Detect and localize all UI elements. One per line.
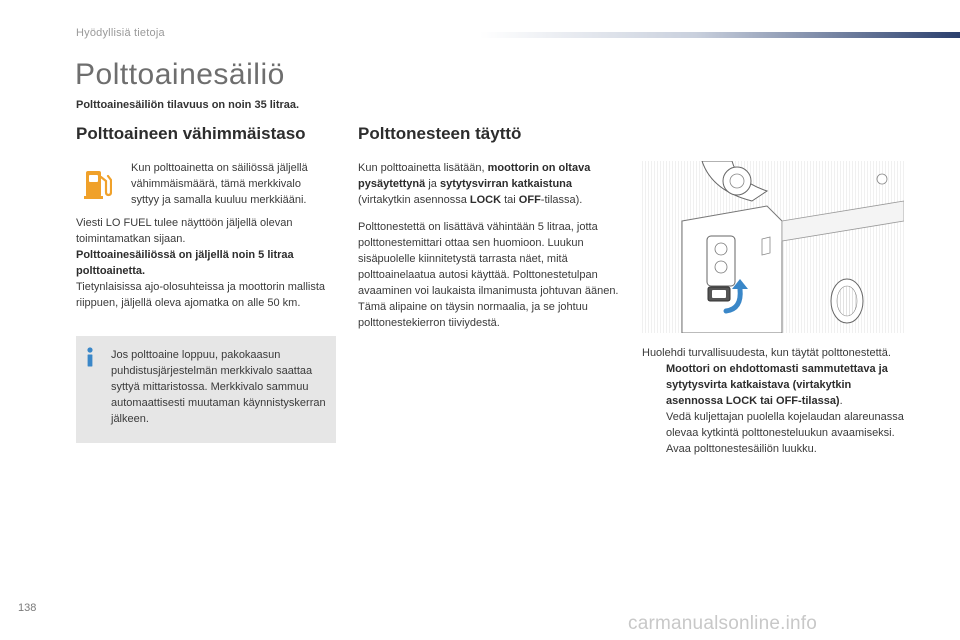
step-3-text: Avaa polttonestesäiliön luukku. [666, 443, 817, 455]
intro-text-4: tai [501, 194, 519, 206]
header-gradient-bar [480, 32, 960, 38]
list-item [642, 441, 904, 457]
section-label: Hyödyllisiä tietoja [76, 27, 165, 39]
tank-capacity-text: Polttoainesäiliön tilavuus on noin 35 litraa. [76, 99, 300, 111]
refuelling-intro [358, 160, 623, 208]
list-item [642, 361, 904, 409]
intro-text-1: Kun polttoainetta lisätään, [358, 162, 488, 174]
info-text: Jos polttoaine loppuu, pakokaasun puhdistusjärjestelmän merkkivalo saattaa syttyä mittaristossa. Merkkivalo sammuu automaattisesti muutaman käynnistyskerran jälkeen. [111, 349, 326, 425]
intro-off-label: OFF [518, 194, 541, 206]
intro-text-3: (virtakytkin asennossa [358, 194, 470, 206]
intro-bold-ignition-off: sytytysvirran katkaistuna [439, 178, 573, 190]
intro-text-2: ja [425, 178, 440, 190]
safety-instructions [642, 345, 904, 457]
low-fuel-paragraph: Kun polttoainetta on säiliössä jäljellä vähimmäismäärä, tämä merkkivalo syttyy ja samalla kuuluu merkkiääni. [131, 162, 308, 206]
safety-intro: Huolehdi turvallisuudesta, kun täytät polttonestettä. [642, 347, 891, 359]
minimum-level-heading: Polttoaineen vähimmäistaso [76, 124, 306, 143]
list-item [642, 409, 904, 441]
intro-bold-engine-stopped: moottorin on oltava pysäytettynä [358, 162, 591, 190]
watermark: carmanualsonline.info [628, 613, 818, 634]
refuelling-heading: Polttonesteen täyttö [358, 124, 522, 143]
remaining-fuel-text: Polttoainesäiliössä on jäljellä noin 5 litraa polttoainetta. [76, 249, 294, 277]
intro-text-5: -tilassa). [540, 194, 583, 206]
intro-lock-label: LOCK [469, 194, 502, 206]
fuel-pump-icon [84, 168, 112, 200]
step-2-text: Vedä kuljettajan puolella kojelaudan alareunassa olevaa kytkintä polttonesteluukun avaamiseksi. [666, 411, 904, 439]
step-1-bold: Moottori on ehdottomasti sammutettava ja sytytysvirta katkaistava (virtakytkin asennossa LOCK tai OFF-tilassa) [666, 363, 888, 407]
info-icon [85, 347, 95, 367]
lo-fuel-text: Viesti LO FUEL tulee näyttöön jäljellä olevan toimintamatkan sijaan. [76, 217, 293, 245]
safety-steps-list [642, 361, 904, 457]
lo-fuel-paragraph [76, 215, 338, 311]
step-1-end: . [839, 395, 843, 407]
fuel-flap-lever-illustration [642, 161, 904, 333]
remaining-range-text: Tietynlaisissa ajo-olosuhteissa ja moottorin mallista riippuen, jäljellä oleva ajomatka on alle 50 km. [76, 281, 326, 309]
page-title: Polttoainesäiliö [75, 58, 285, 91]
page-number: 138 [18, 602, 37, 614]
minimum-fill-paragraph: Polttonestettä on lisättävä vähintään 5 litraa, jotta polttonestemittari ottaa sen huomioon. Luukun sisäpuolelle kiinnitetystä tarrasta näet, mitä polttoainelaatua autosi käyttää. Polttonestetulpan avaaminen voi laukaista ilmanimusta johtuvan äänen. Tämä alipaine on täysin normaalia, ja se johtuu polttonestekierron tiiviydestä. [358, 221, 619, 329]
